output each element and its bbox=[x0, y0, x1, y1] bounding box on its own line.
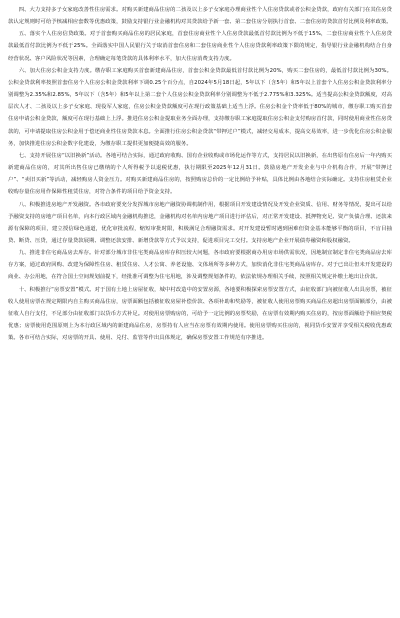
paragraph-7: 七、支持开展住房“以旧换新”活动。各地可结合实际，通过政府收购、国有企业收购或市场化运作等方式，支持居民以旧换新，在出售原有住房后一年内购买新建商品住房的，对其所出售住房已缴纳的个人所得税予以退税优惠，执行期限至2025年12月31日。鼓励房地产开发企业与中介机构合作，开展“带押过户”、“卖旧买新”等活动，减轻购房人资金压力。对购买新建商品住房的，按照购房总价的一定比例给予补贴，具体比例由各地结合实际确定。支持住房租赁企业收购存量住房用作保障性租赁住房，对符合条件的项目给予资金支持。 bbox=[8, 152, 392, 196]
paragraph-8: 八、积极推进房地产开发融资。各市政府要充分发挥城市房地产融资协调机制作用，根据项目开发建设情况及开发企业资质、信用、财务等情况，提出可以给予融资支持的房地产项目名单，向本行政区域内金融机构推送，金融机构对名单内房地产项目进行评估后，对正常开发建设、抵押物充足、资产负债合理、还款来源有保障的项目，建立授信绿色通道，优化审批流程，缩短审批时限，积极满足合理融资需求。对开发建设暂时遇到困难但资金基本能够平衡的项目，不盲目抽贷、断贷、压贷，通过存量贷款展期、调整还款安排、新增贷款等方式予以支持，促进项目完工交付。支持房地产企业开展债券融资和股权融资。 bbox=[8, 201, 392, 244]
paragraph-10: 十、积极推行“房票安置”模式。对于国有土地上房屋征收，城中村改造中的安置房源，各地要积极探索房票安置方式，由征收部门向被征收人出具房票，被征收人使用房票在规定期限内自主购买商品住房，房票面额包括被征收房屋补偿价款、各项补助和奖励等，被征收人使用房票购买商品住房超出房票面额部分，由被征收人自行支付，不足部分由征收部门以货币方式补足。对使用房票购房的，可给予一定比例的房票奖励，在房票有效期内购买住房的，按房票面额给予相应契税优惠；房票使用范围原则上为本行政区域内的新建商品住房，房票持有人应当在房票有效期内使用。使用房票购买住房的，视同货币安置并享受相关税收优惠政策。各市可结合实际，对房票的开具、使用、兑付、监管等作出具体规定，确保房票安置工作规范有序推进。 bbox=[8, 286, 392, 342]
paragraph-4: 四、大力支持多子女家庭改善性住房需求。对购买新建商品住房的二孩及以上多子女家庭办理商业性个人住房贷款或者公积金贷款，政府有关部门在其住房贷款认定规则时可给予核减相应套数等优惠政策，鼓励支持银行业金融机构对其贷款给予新一套、第二套住房分别执行首套、二套住房的贷款首付比例及利率政策。 bbox=[8, 7, 392, 26]
paragraph-9: 九、推进非住宅商品房去库存。针对部分城市非住宅类商品房库存积压较大问题，各市政府要根据商办用房市场供需状况，因地制宜制定非住宅类商品房去库存方案，通过政府回购、改建为保障性住房、租赁住房、人才公寓、养老设施、文体场所等多种方式，加快消化非住宅类商品房库存。对于已出让但未开发建设的商业、办公用地，在符合国土空间规划前提下，经批准可调整为住宅用地，涉及调整规划条件的，依法依规办理相关手续，按照相关规定补缴土地出让价款。 bbox=[8, 250, 392, 281]
paragraph-5: 五、落实个人住房信贷政策。对于首套购买商品住房的居民家庭，首套住房商业性个人住房贷款最低首付款比例为不低于15%，二套住房商业性个人住房贷款最低首付款比例为不低于25%。全面落实中国人民银行关于取消首套住房和二套住房商业性个人住房贷款利率政策下限的规定，指导银行业金融机构结合自身经营状况、客户风险状况等因素，合理确定每笔贷款的具体利率水平，加大住房消费支持力度。 bbox=[8, 31, 392, 62]
paragraph-6: 六、加大住房公积金支持力度。缴存职工家庭购买首套新建商品住房，首套公积金贷款最低首付款比例为20%，购买二套住房的，最低首付款比例为30%。公积金贷款利率按照首套住房个人住房公积金贷款利率下调0.25个百分点，自2024年5月18日起，5年以下（含5年）和5年以上首套个人住房公积金贷款利率分别调整为2.35%和2.85%，5年以下（含5年）和5年以上第二套个人住房公积金贷款利率分别调整为不低于2.775%和3.325%。适当提高公积金贷款额度，对高层次人才、二孩及以上多子女家庭、现役军人家庭，住房公积金贷款额度可在现行政策基础上适当上浮。住房公积金个贷率低于80%的城市，缴存职工购买首套住房申请公积金贷款，额度可在现行基础上上浮。推进住房公积金提取业务全面办理，支持缴存职工家庭提取住房公积金支付购房首付款，同时使用商业性住房贷款的，可申请提取住房公积金用于偿还商业性住房贷款本息。全面推行住房公积金贷款“带押过户”模式，减轻交易成本，提高交易效率，进一步优化住房公积金服务，加快推进住房公积金数字化建设，为缴存职工提供更加便捷高效的服务。 bbox=[8, 67, 392, 147]
